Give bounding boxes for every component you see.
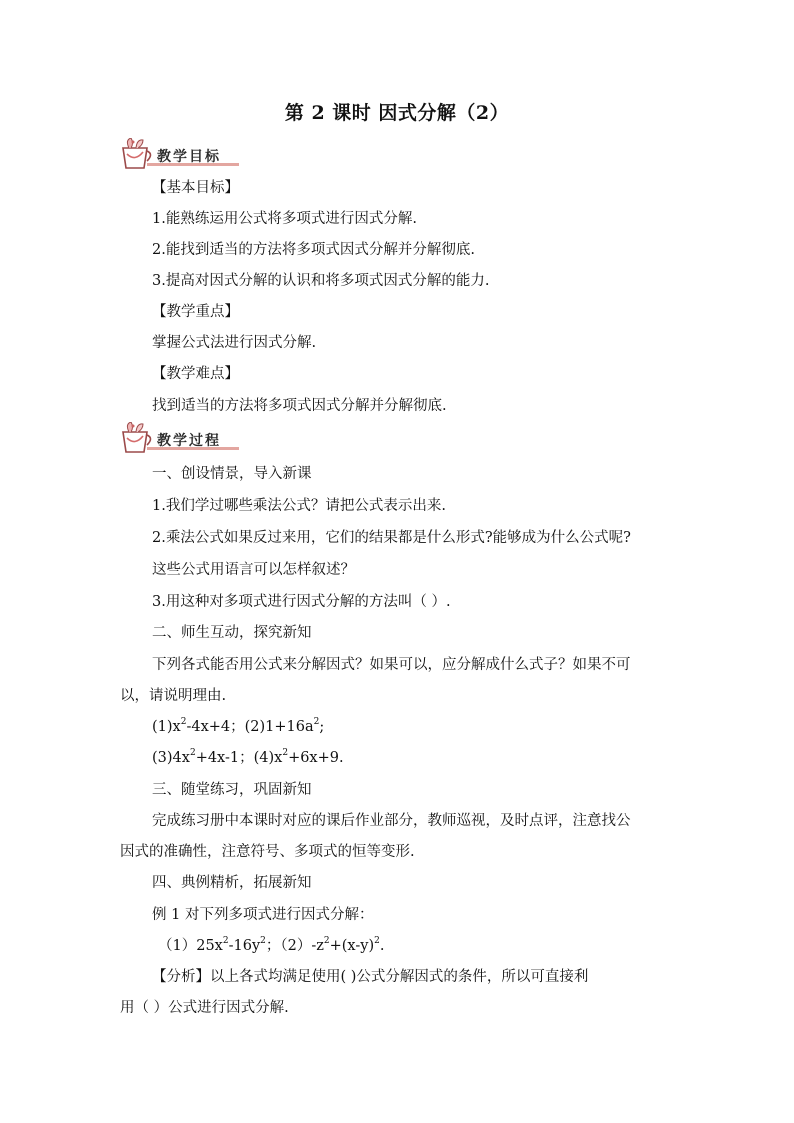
math-expression: $(1)x^2-4x+4$；$(2)1+16a^2$; [152, 717, 325, 735]
part2-heading: 二、师生互动，探究新知 [152, 625, 312, 641]
math-expression: $(3)4x^2+4x-1$；$(4)x^2+6x+9$. [152, 748, 344, 766]
part2-text: 以，请说明理由. [120, 688, 227, 704]
key-point-text: 掌握公式法进行因式分解. [152, 335, 317, 351]
question-item: 3.用这种对多项式进行因式分解的方法叫（ ）. [152, 594, 451, 610]
question-item: 2.乘法公式如果反过来用，它们的结果都是什么形式?能够成为什么公式呢? [152, 530, 631, 546]
part2-text: 下列各式能否用公式来分解因式？如果可以，应分解成什么式子？如果不可 [152, 657, 631, 673]
part4-heading: 四、典例精析，拓展新知 [152, 875, 312, 891]
part1-heading: 一、创设情景，导入新课 [152, 466, 312, 482]
basic-goal-heading: 【基本目标】 [152, 180, 239, 196]
part3-heading: 三、随堂练习，巩固新知 [152, 782, 312, 798]
part3-text: 完成练习册中本课时对应的课后作业部分，教师巡视，及时点评，注意找公 [152, 813, 631, 829]
math-expression: $(1)25x^2-16y^2$；$(2)-z^2+(x-y)^2$. [158, 936, 385, 954]
part3-text: 因式的准确性，注意符号、多项式的恒等变形. [120, 844, 415, 860]
section-header-goals [117, 138, 239, 172]
question-item: 这些公式用语言可以怎样叙述？ [152, 562, 355, 578]
goal-item: 1.能熟练运用公式将多项式进行因式分解. [152, 211, 417, 227]
key-point-heading: 【教学重点】 [152, 304, 239, 320]
goal-item: 3.提高对因式分解的认识和将多项式因式分解的能力. [152, 273, 490, 289]
goal-item: 2.能找到适当的方法将多项式因式分解并分解彻底. [152, 242, 475, 258]
analysis-text: 用（ ）公式进行因式分解. [120, 1000, 289, 1016]
section-label: 教学过程 [157, 433, 221, 449]
question-item: 1.我们学过哪些乘法公式？请把公式表示出来. [152, 498, 446, 514]
example-text: 例 1 对下列多项式进行因式分解： [152, 907, 374, 923]
analysis-text: 【分析】以上各式均满足使用( )公式分解因式的条件，所以可直接利 [152, 969, 589, 985]
section-label: 教学目标 [157, 149, 221, 165]
section-header-process [117, 422, 239, 456]
difficulty-heading: 【教学难点】 [152, 366, 239, 382]
difficulty-text: 找到适当的方法将多项式因式分解并分解彻底. [152, 398, 447, 414]
page-title: 第 2 课时 因式分解（2） [284, 102, 510, 124]
